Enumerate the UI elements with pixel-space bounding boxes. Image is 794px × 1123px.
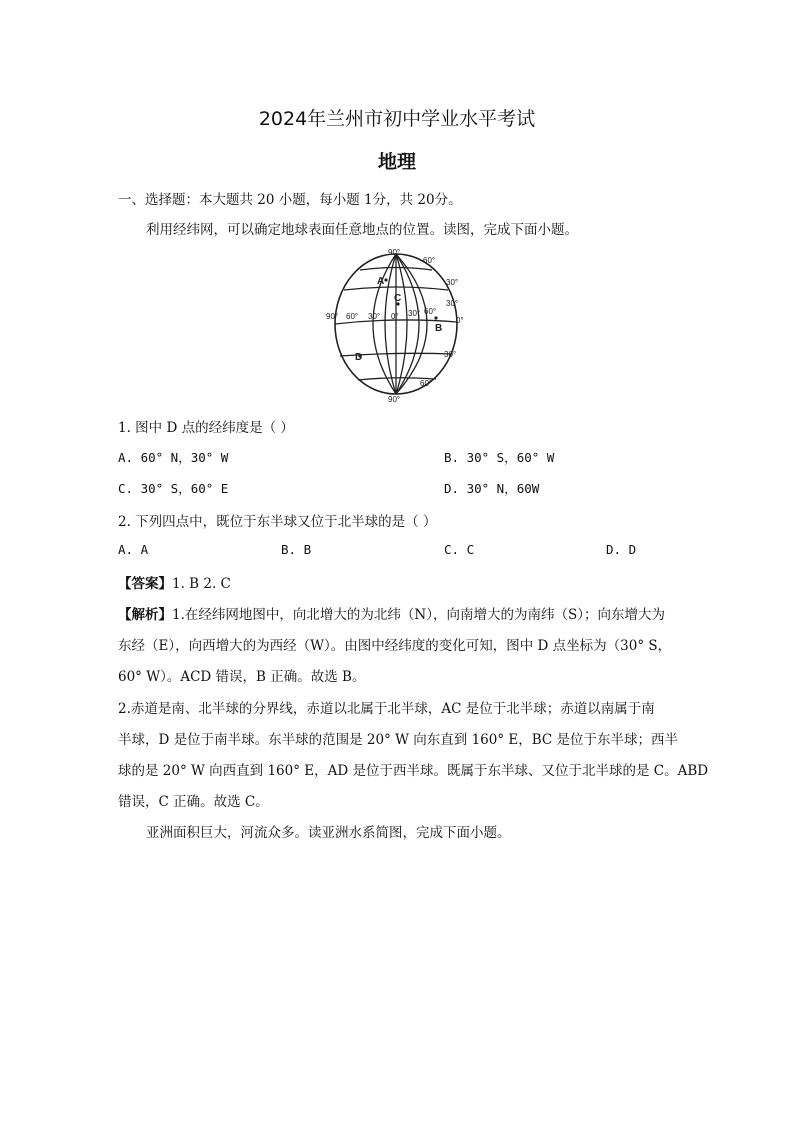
lat-label-equator: 0° — [456, 316, 464, 325]
point-b-label: B — [435, 323, 443, 334]
lon-label-e60: 60° — [424, 307, 437, 316]
analysis-line-3: 60° W）。ACD 错误，B 正确。故选 B。 — [118, 669, 366, 685]
answer-label: 【答案】 — [118, 576, 172, 592]
subject-title: 地理 — [377, 151, 416, 173]
question-2-option-a: A. A — [118, 542, 149, 557]
lat-label-south-pole: 90° — [388, 395, 401, 404]
question-2-stem: 2. 下列四点中，既位于东半球又位于北半球的是（ ） — [118, 514, 437, 530]
exam-title: 2024年兰州市初中学业水平考试 — [258, 108, 536, 130]
analysis-line-5: 半球，D 是位于南半球。东半球的范围是 20° W 向东直到 160° E，BC 是位于东半球；西半 — [118, 732, 679, 748]
point-d-label: D — [355, 352, 363, 363]
analysis-line-6: 球的是 20° W 向西直到 160° E，AD 是位于西半球。既属于东半球、又位于北半球的是 C。ABD — [118, 763, 709, 779]
lat-label-north-pole: 90° — [388, 248, 401, 257]
group1-intro: 利用经纬网，可以确定地球表面任意地点的位置。读图，完成下面小题。 — [146, 222, 578, 238]
meridian-e30 — [396, 254, 407, 394]
lat-label-n30: 30° — [446, 278, 459, 287]
lon-label-e30: 30° — [408, 309, 421, 318]
question-2-option-c: C. C — [444, 542, 475, 557]
analysis-line-4: 2.赤道是南、北半球的分界线，赤道以北属于北半球，AC 是位于北半球；赤道以南属于南 — [118, 701, 655, 717]
question-2-option-d: D. D — [606, 542, 637, 557]
analysis-label: 【解析】 — [118, 607, 172, 623]
analysis-line-2: 东经（E），向西增大的为西经（W）。由图中经纬度的变化可知，图中 D 点坐标为（30° S， — [118, 638, 672, 654]
question-1-option-d: D. 30° N，60W — [444, 481, 540, 496]
lon-label-w30: 30° — [368, 312, 381, 321]
analysis-line-7: 错误，C 正确。故选 C。 — [118, 794, 269, 810]
point-b-marker — [434, 316, 437, 319]
question-1-option-a: A. 60° N，30° W — [118, 450, 229, 465]
point-c-label: C — [394, 293, 402, 304]
meridian-w30 — [385, 254, 396, 394]
question-2-option-b: B. B — [281, 542, 312, 557]
answer-line — [118, 572, 231, 592]
meridian-e90 — [396, 254, 427, 394]
question-1-option-c: C. 30° S，60° E — [118, 481, 229, 496]
lon-label-w60: 60° — [346, 312, 359, 321]
point-a-label: A — [377, 276, 385, 287]
lon-label-w90: 90° — [326, 312, 339, 321]
analysis-line-1 — [118, 603, 665, 623]
lon-label-0: 0° — [391, 312, 399, 321]
question-1-option-b: B. 30° S，60° W — [444, 450, 555, 465]
analysis-text-1: 1.在经纬网地图中，向北增大的为北纬（N），向南增大的为南纬（S）；向东增大为 — [172, 607, 665, 623]
point-a-marker — [384, 278, 387, 281]
lat-label-s60: 60° — [420, 379, 433, 388]
group2-intro: 亚洲面积巨大，河流众多。读亚洲水系简图，完成下面小题。 — [146, 825, 511, 841]
question-1-stem: 1. 图中 D 点的经纬度是（ ） — [118, 420, 294, 436]
lat-label-s30: 30° — [444, 350, 457, 359]
graticule-globe-figure — [318, 244, 478, 404]
answer-text: 1. B 2. C — [172, 576, 231, 592]
section-heading: 一、选择题：本大题共 20 小题，每小题 1分，共 20分。 — [118, 192, 462, 208]
lat-label-n30b: 30° — [446, 299, 459, 308]
lat-label-n60: 60° — [423, 256, 436, 265]
